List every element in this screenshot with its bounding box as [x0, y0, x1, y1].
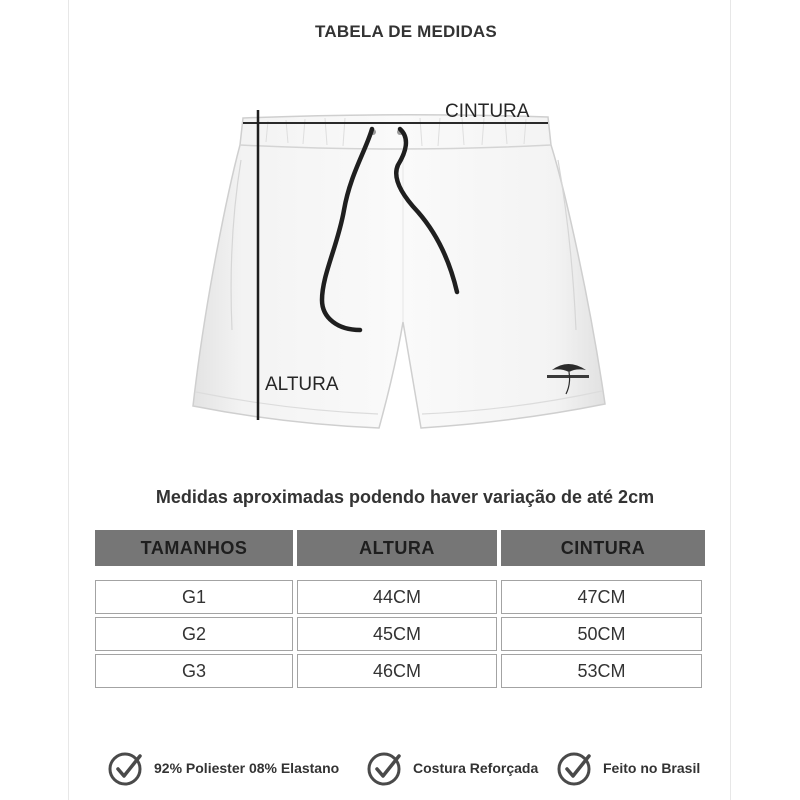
check-circle-icon [366, 748, 406, 788]
header-waist: CINTURA [501, 530, 705, 566]
frame-border-right [730, 0, 731, 800]
cell-waist: 50CM [501, 617, 702, 651]
feature-label: 92% Poliester 08% Elastano [154, 760, 340, 776]
height-label: ALTURA [265, 374, 339, 395]
cell-height: 46CM [297, 654, 497, 688]
cell-waist: 53CM [501, 654, 702, 688]
waist-label: CINTURA [445, 101, 530, 122]
frame-border-left [68, 0, 69, 800]
feature-origin [556, 748, 700, 788]
feature-label: Feito no Brasil [603, 760, 701, 776]
table-row [95, 580, 705, 614]
table-row [95, 617, 705, 651]
header-height: ALTURA [297, 530, 497, 566]
measurement-note: Medidas aproximadas podendo haver variação de até 2cm [155, 487, 655, 507]
size-table [95, 530, 705, 690]
cell-size: G1 [95, 580, 293, 614]
check-circle-icon [556, 748, 596, 788]
shorts-illustration [180, 95, 620, 440]
header-sizes: TAMANHOS [95, 530, 293, 566]
feature-stitching [366, 748, 538, 788]
check-circle-icon [107, 748, 147, 788]
feature-label: Costura Reforçada [413, 760, 539, 776]
cell-height: 45CM [297, 617, 497, 651]
table-body [95, 580, 705, 691]
cell-height: 44CM [297, 580, 497, 614]
cell-size: G3 [95, 654, 293, 688]
feature-material [107, 748, 339, 788]
table-row [95, 654, 705, 688]
page-title: TABELA DE MEDIDAS [315, 22, 497, 41]
table-header-row [95, 530, 705, 566]
cell-waist: 47CM [501, 580, 702, 614]
cell-size: G2 [95, 617, 293, 651]
